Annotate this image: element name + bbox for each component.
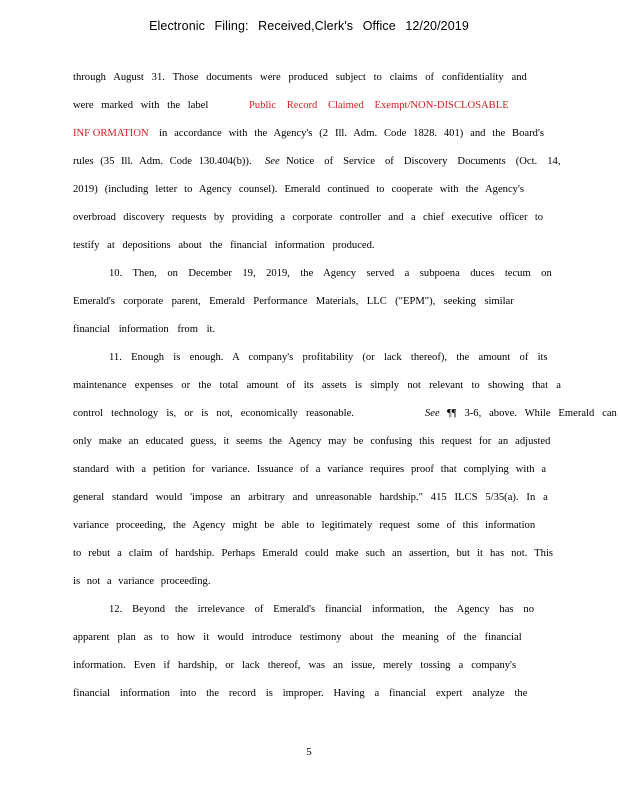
- text-line: [73, 324, 215, 335]
- page-number: 5: [306, 746, 312, 758]
- text-line-content: rules (35 Ill. Adm. Code 130.404(b)).: [73, 156, 252, 167]
- text-line: [73, 72, 545, 83]
- text-line-content: 2019) (including letter to Agency counsel). Emerald continued to cooperate with the Agency's: [73, 184, 524, 195]
- text-line-content: control technology is, or is not, economically reasonable.: [73, 408, 354, 419]
- text-line-content: financial information from it.: [73, 324, 216, 335]
- text-line: [73, 212, 543, 223]
- text-line: [73, 520, 535, 531]
- text-line: [73, 576, 210, 587]
- text-line: [447, 408, 617, 419]
- filing-header: Electronic Filing: Received,Clerk's Office 12/20/2019: [149, 19, 469, 33]
- text-line-content: ¶¶ 3-6, above. While Emerald can: [447, 408, 617, 419]
- citation-signal: [265, 156, 280, 167]
- paragraph-10-start: [109, 268, 552, 279]
- text-line-content: general standard would 'impose an arbitrary and unreasonable hardship." 415 ILCS 5/35(a). In a: [73, 492, 548, 503]
- text-line-content: information. Even if hardship, or lack thereof, was an issue, merely tossing a company's: [73, 660, 517, 671]
- text-line: [73, 436, 550, 447]
- text-line-content: testify at depositions about the financial information produced.: [73, 240, 375, 251]
- text-line-content: apparent plan as to how it would introduce testimony about the meaning of the financial: [73, 632, 522, 643]
- text-line: [286, 156, 561, 167]
- text-line: [73, 464, 546, 475]
- text-line: [73, 156, 252, 167]
- text-line: [73, 296, 514, 307]
- red-label-text: Public Record Claimed Exempt/NON-DISCLOSABLE: [249, 100, 509, 111]
- text-line: [73, 632, 522, 643]
- text-line: [73, 492, 548, 503]
- text-line: [73, 100, 208, 111]
- text-line-content: only make an educated guess, it seems the Agency may be confusing this request for an adjusted: [73, 436, 551, 447]
- text-line-content: Emerald's corporate parent, Emerald Performance Materials, LLC ("EPM"), seeking similar: [73, 296, 514, 307]
- text-line-content: in accordance with the Agency's (2 Ill. Adm. Code 1828. 401) and the Board's: [159, 128, 544, 139]
- text-line-content: is not a variance proceeding.: [73, 576, 211, 587]
- text-line-content: financial information into the record is improper. Having a financial expert analyze the: [73, 688, 528, 699]
- text-line-content: maintenance expenses or the total amount of its assets is simply not relevant to showing that a: [73, 380, 561, 391]
- text-line-content: Notice of Service of Discovery Documents (Oct. 14,: [286, 156, 561, 167]
- paragraph-11-start: [109, 352, 548, 363]
- text-line: [73, 240, 375, 251]
- text-line-content: 12. Beyond the irrelevance of Emerald's financial information, the Agency has no: [109, 604, 534, 615]
- italic-see: See: [425, 408, 440, 419]
- confidentiality-label-continued: [73, 128, 149, 139]
- text-line: [73, 660, 516, 671]
- text-line-content: overbroad discovery requests by providing a corporate controller and a chief executive officer to: [73, 212, 544, 223]
- text-line-content: were marked with the label: [73, 100, 209, 111]
- text-line: [73, 548, 553, 559]
- text-line-content: variance proceeding, the Agency might be able to legitimately request some of this information: [73, 520, 536, 531]
- text-line-content: to rebut a claim of hardship. Perhaps Emerald could make such an assertion, but it has not. This: [73, 548, 554, 559]
- red-label-text: INF ORMATION: [73, 128, 149, 139]
- paragraph-12-start: [109, 604, 534, 615]
- confidentiality-label: [249, 100, 509, 111]
- text-line-content: standard with a petition for variance. Issuance of a variance requires proof that complying with a: [73, 464, 547, 475]
- text-line-content: through August 31. Those documents were produced subject to claims of confidentiality and: [73, 72, 527, 83]
- text-line: [73, 688, 527, 699]
- text-line: [73, 184, 524, 195]
- citation-signal: [425, 408, 440, 419]
- italic-see: See: [265, 156, 280, 167]
- text-line-content: 10. Then, on December 19, 2019, the Agency served a subpoena duces tecum on: [109, 268, 552, 279]
- text-line: [159, 128, 544, 139]
- text-line: [73, 380, 561, 391]
- text-line: [73, 408, 354, 419]
- text-line-content: 11. Enough is enough. A company's profitability (or lack thereof), the amount of its: [109, 352, 548, 363]
